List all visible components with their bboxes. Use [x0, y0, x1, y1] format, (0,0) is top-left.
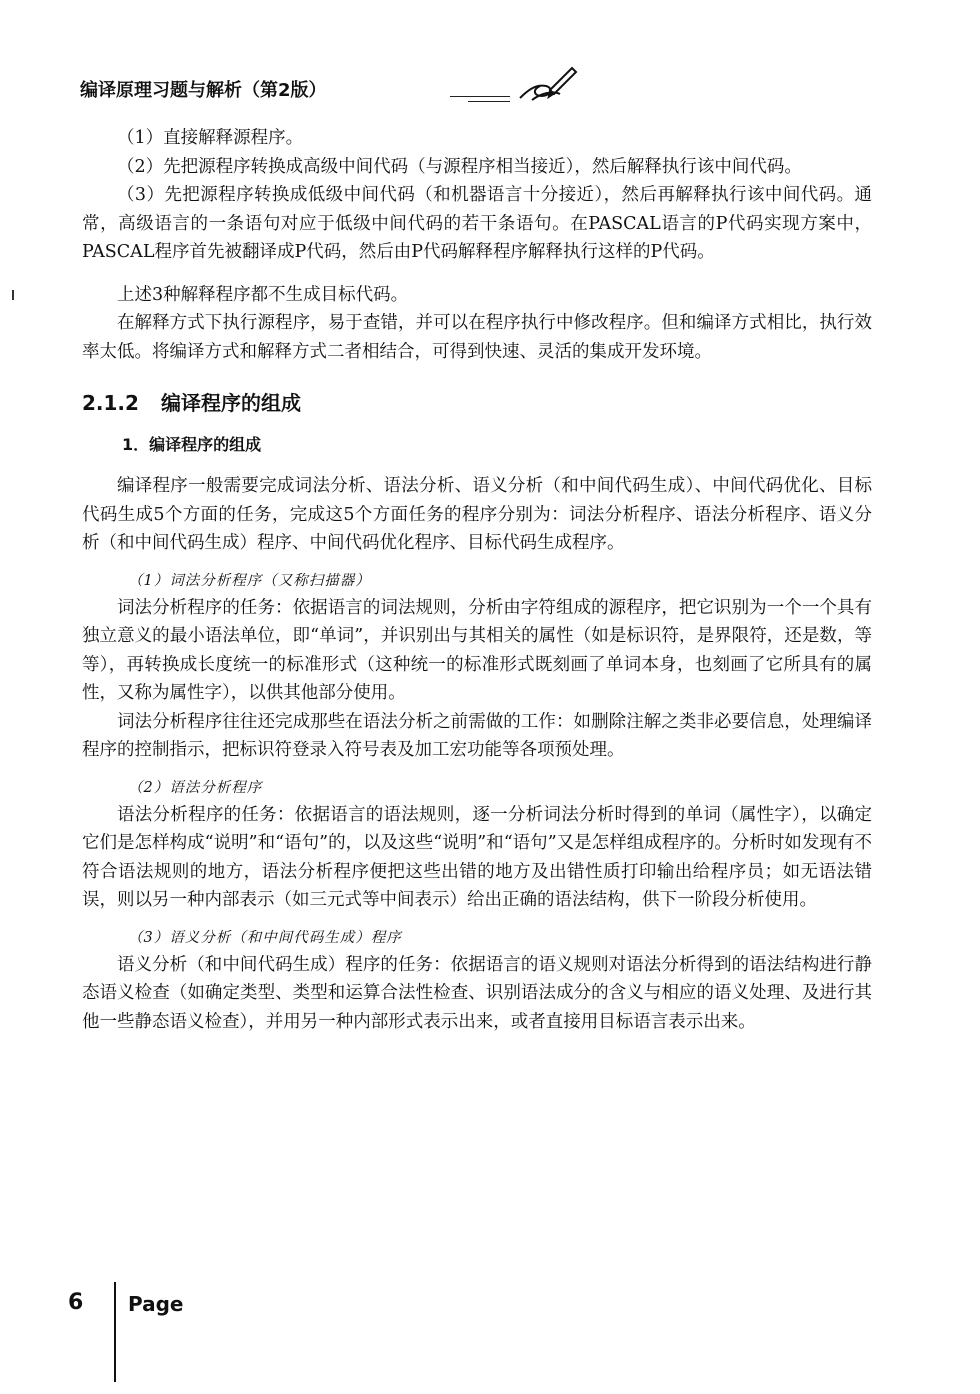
header-rule — [468, 101, 510, 102]
section-number: 2.1.2 — [82, 391, 139, 415]
paragraph: （2）先把源程序转换成高级中间代码（与源程序相当接近），然后解释执行该中间代码。 — [117, 156, 802, 177]
paragraph: 在解释方式下执行源程序，易于查错，并可以在程序执行中修改程序。但和编译方式相比，执行效率太低。将编译方式和解释方式二者相结合，可得到快速、灵活的集成开发环境。 — [82, 313, 872, 362]
section-heading — [82, 388, 872, 418]
section-title: 编译程序的组成 — [160, 391, 301, 415]
footer-rule — [114, 1282, 116, 1382]
subsection-heading: 1．编译程序的组成 — [122, 435, 262, 454]
item-heading: （1）词法分析程序（又称扫描器） — [128, 572, 371, 589]
margin-mark — [12, 290, 14, 300]
paragraph: 语义分析（和中间代码生成）程序的任务：依据语言的语义规则对语法分析得到的语法结构进行静态语义检查（如确定类型、类型和运算合法性检查、识别语法成分的含义与相应的语义处理、及进行其他一些静态语义检查），并用另一种内部形式表示出来，或者直接用目标语言表示出来。 — [82, 954, 872, 1032]
pen-writing-icon — [510, 60, 580, 110]
item-heading: （2）语法分析程序 — [128, 779, 263, 796]
paragraph: （3）先把源程序转换成低级中间代码（和机器语言十分接近），然后再解释执行该中间代码。通常，高级语言的一条语句对应于低级中间代码的若干条语句。在PASCAL语言的P代码实现方案中，PASCAL程序首先被翻译成P代码，然后由P代码解释程序解释执行这样的P代码。 — [82, 185, 872, 262]
book-title: 编译原理习题与解析（第2版） — [80, 80, 327, 101]
paragraph: 词法分析程序往往还完成那些在语法分析之前需做的工作：如删除注解之类非必要信息，处理编译程序的控制指示，把标识符登录入符号表及加工宏功能等各项预处理。 — [82, 711, 872, 760]
paragraph: 语法分析程序的任务：依据语言的语法规则，逐一分析词法分析时得到的单词（属性字），以确定它们是怎样构成“说明”和“语句”的，以及这些“说明”和“语句”又是怎样组成程序的。分析时如发现有不符合语法规则的地方，语法分析程序便把这些出错的地方及出错性质打印输出给程序员；如无语法错误，则以另一种内部表示（如三元式等中间表示）给出正确的语法结构，供下一阶段分析使用。 — [82, 804, 872, 910]
paragraph: （1）直接解释源程序。 — [117, 128, 304, 148]
running-header — [80, 70, 500, 110]
paragraph: 上述3种解释程序都不生成目标代码。 — [117, 284, 409, 305]
paragraph: 词法分析程序的任务：依据语言的词法规则，分析由字符组成的源程序，把它识别为一个一个具有独立意义的最小语法单位，即“单词”，并识别出与其相关的属性（如是标识符，是界限符，还是数，等等），再转换成长度统一的标准形式（这种统一的标准形式既刻画了单词本身，也刻画了它所具有的属性，又称为属性字），以供其他部分使用。 — [82, 597, 872, 703]
header-rule — [450, 96, 510, 97]
body-text — [82, 124, 872, 1036]
page-label: Page — [128, 1292, 184, 1316]
item-heading: （3）语义分析（和中间代码生成）程序 — [128, 929, 402, 946]
page-number: 6 — [68, 1290, 84, 1315]
paragraph: 编译程序一般需要完成词法分析、语法分析、语义分析（和中间代码生成）、中间代码优化、目标代码生成5个方面的任务，完成这5个方面任务的程序分别为：词法分析程序、语法分析程序、语义分析（和中间代码生成）程序、中间代码优化程序、目标代码生成程序。 — [82, 476, 872, 553]
